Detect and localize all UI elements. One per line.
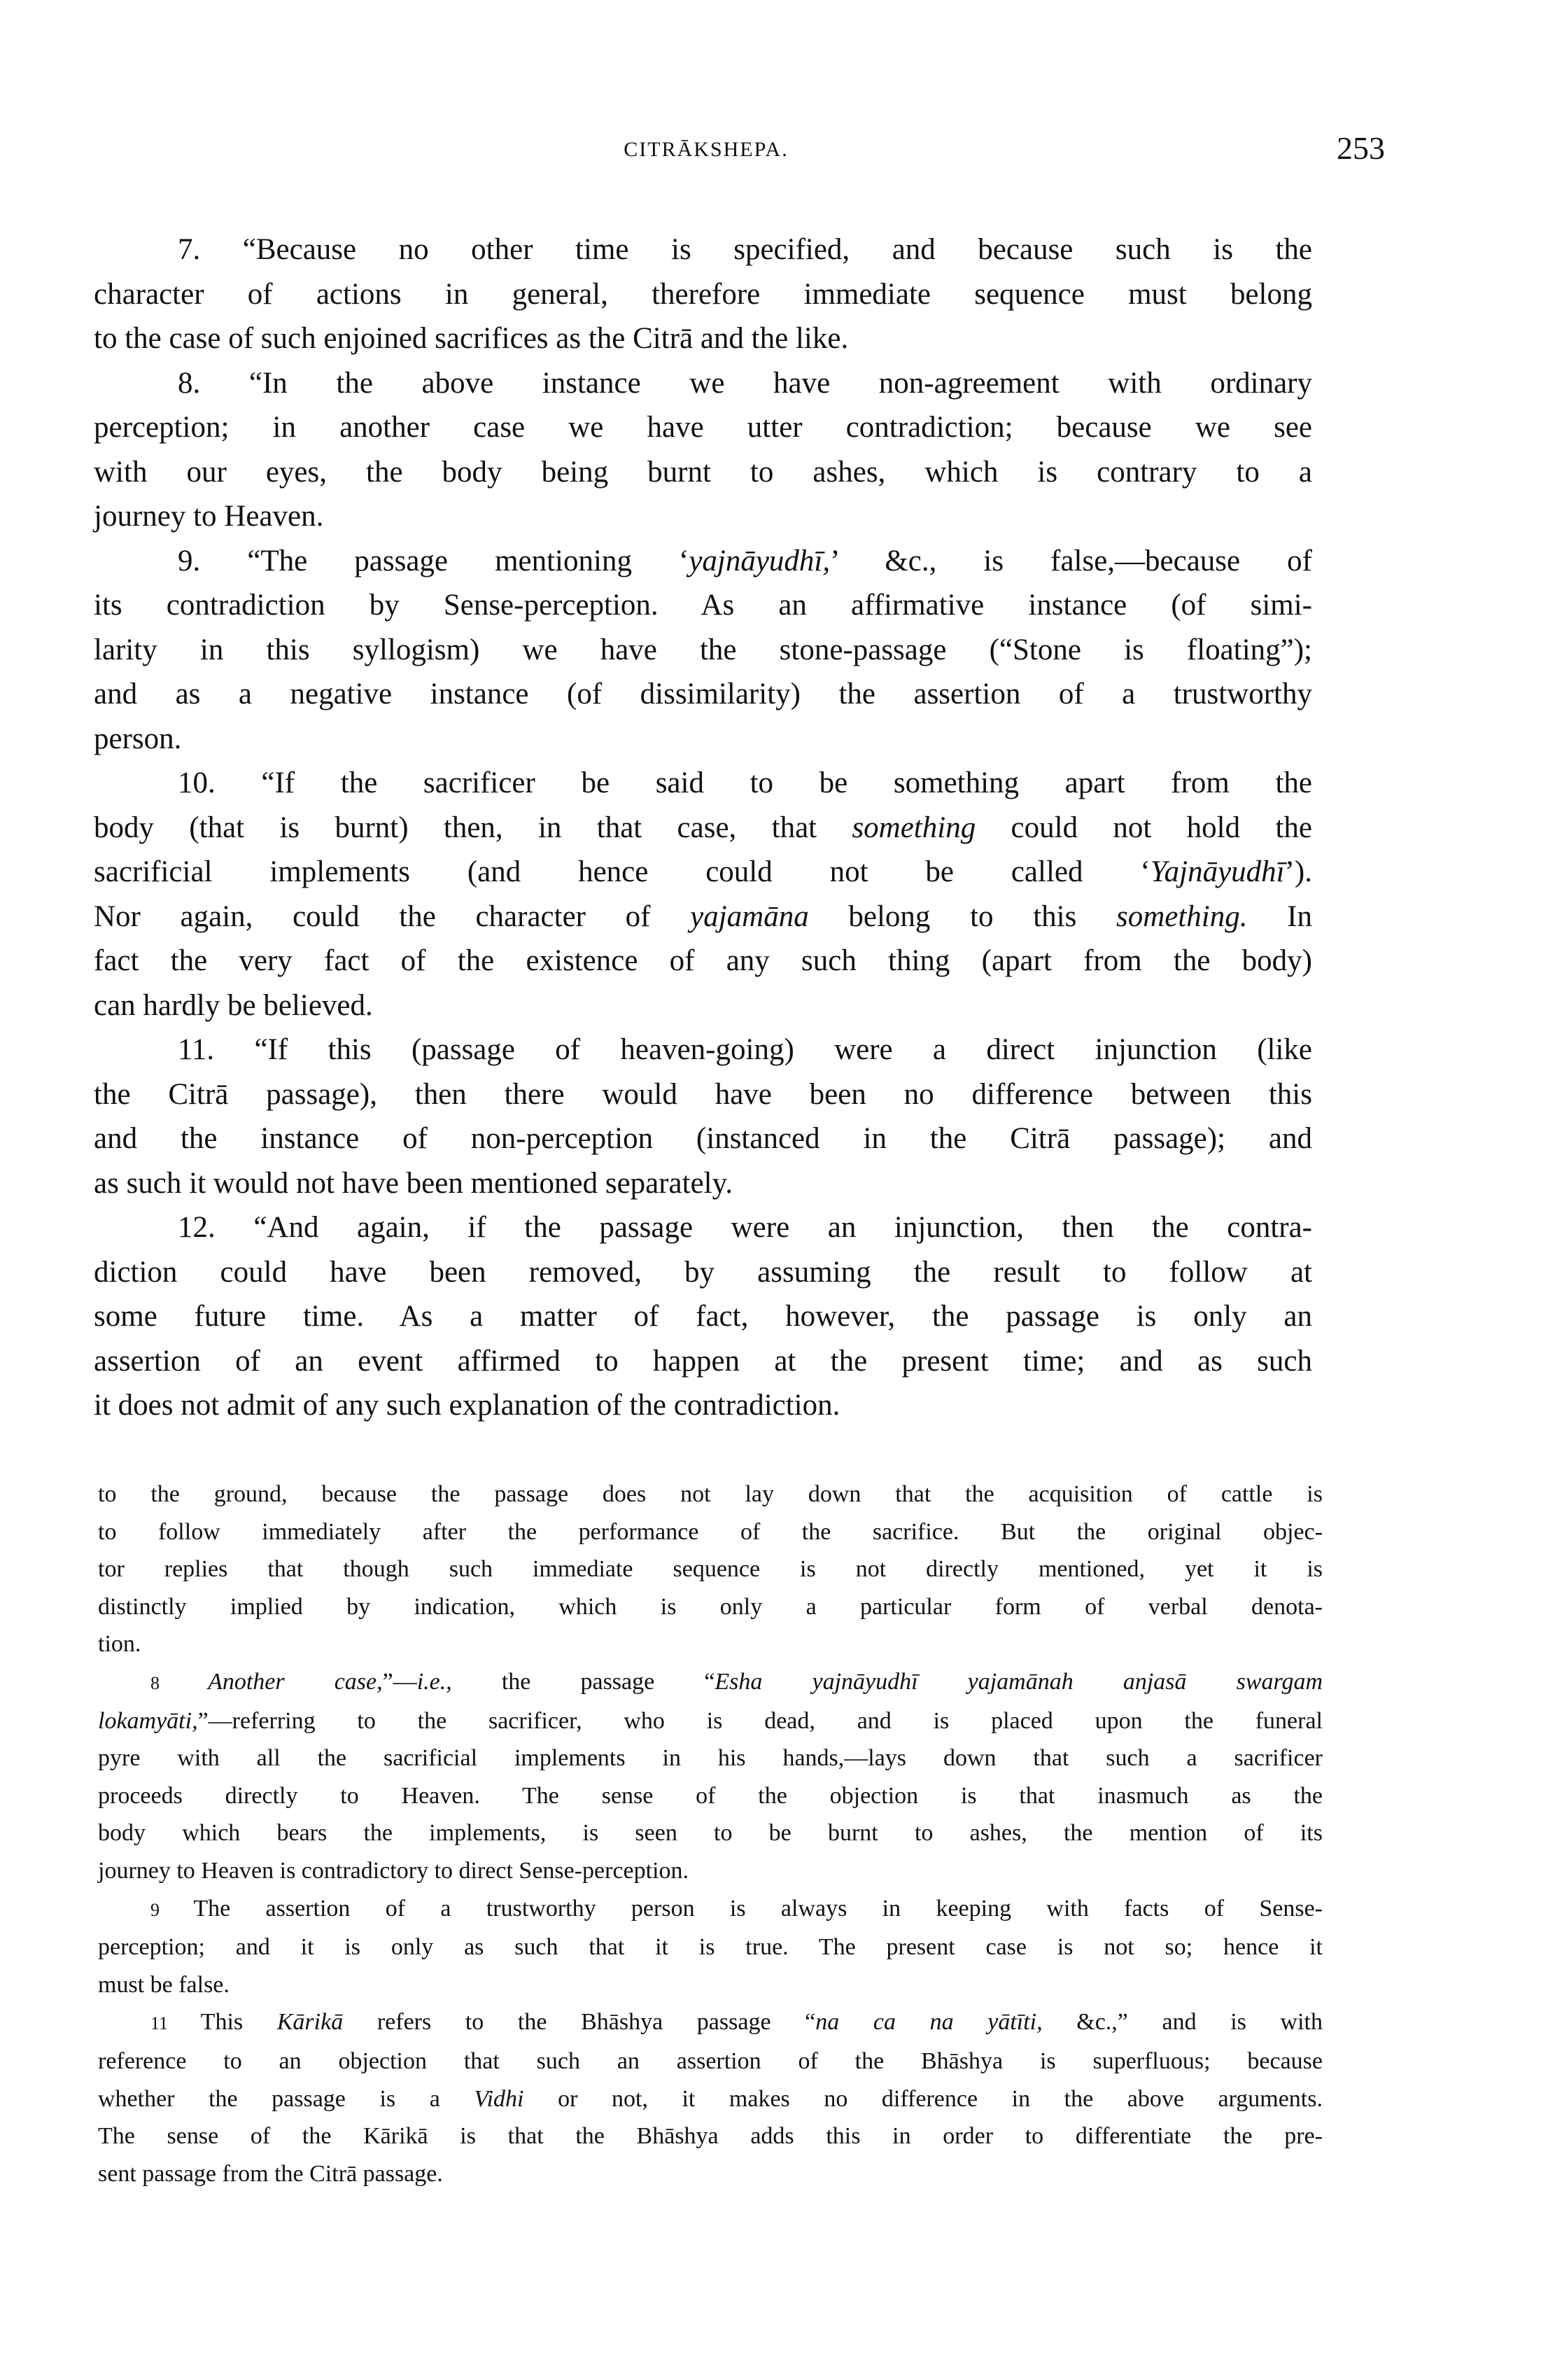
text-line: [94, 1383, 1312, 1428]
text-segment: some future time. As a matter of fact, however, the passage is only an: [94, 1300, 1312, 1333]
text-line: [94, 1072, 1312, 1117]
text-line: [98, 2003, 1323, 2043]
text-line: [98, 2080, 1323, 2118]
text-segment: ’).: [1284, 855, 1312, 888]
paragraph-number: 7.: [178, 233, 243, 266]
text-segment: distinctly implied by indication, which is only a particular form of verbal denota-: [98, 1593, 1323, 1620]
italic-segment: lokamyāti,: [98, 1707, 198, 1734]
paragraph-number: 9.: [178, 544, 248, 578]
paragraph: [94, 1028, 1312, 1205]
text-segment: whether the passage is a: [98, 2085, 474, 2112]
text-line: [94, 672, 1312, 717]
text-line: [94, 806, 1312, 850]
text-line: [94, 761, 1312, 806]
text-segment: must be false.: [98, 1971, 230, 1998]
text-line: [98, 1928, 1323, 1966]
text-line: [94, 1205, 1312, 1250]
italic-segment: Another case,: [208, 1668, 383, 1695]
text-segment: “In the above instance we have non-agreement with ordinary: [248, 366, 1312, 400]
text-line: [94, 939, 1312, 983]
paragraph: [94, 539, 1312, 762]
text-line: [94, 628, 1312, 673]
text-segment: ”—: [382, 1668, 417, 1695]
text-line: [94, 450, 1312, 495]
text-segment: and the instance of non-perception (instanced in the Citrā passage); and: [94, 1122, 1312, 1155]
text-line: [98, 1476, 1323, 1513]
text-segment: body (that is burnt) then, in that case, that: [94, 811, 852, 844]
text-line: [98, 2155, 1323, 2193]
text-segment: can hardly be believed.: [94, 988, 373, 1022]
paragraph-number: 8.: [178, 366, 249, 400]
text-line: [94, 583, 1312, 628]
text-segment: proceeds directly to Heaven. The sense of the objection is that inasmuch as the: [98, 1782, 1323, 1809]
text-segment: to the ground, because the passage does not lay down that the acquisition of cattle is: [98, 1481, 1323, 1507]
footnote: [98, 1890, 1323, 2004]
text-line: [98, 1625, 1323, 1663]
paragraph: [94, 1205, 1312, 1428]
text-segment: The sense of the Kārikā is that the Bhāshya adds this in order to differentiate the pre-: [98, 2123, 1323, 2150]
text-line: [98, 1890, 1323, 1929]
text-segment: tor replies that though such immediate sequence is not directly mentioned, yet it is: [98, 1556, 1323, 1583]
text-segment: journey to Heaven.: [94, 500, 324, 533]
text-segment: reference to an objection that such an assertion of the Bhāshya is superfluous; because: [98, 2047, 1323, 2074]
text-segment: perception; and it is only as such that it is true. The present case is not so; hence it: [98, 1934, 1323, 1961]
footnote-number: 9: [150, 1899, 194, 1920]
text-line: [98, 1588, 1323, 1626]
text-line: [98, 1777, 1323, 1815]
footnote: [98, 1476, 1323, 1663]
text-line: [94, 405, 1312, 450]
italic-segment: Yajnāyudhī: [1150, 855, 1285, 888]
paragraph: [94, 227, 1312, 361]
text-segment: or not, it makes no difference in the above arguments.: [523, 2085, 1323, 2112]
text-segment: it does not admit of any such explanation of the contradiction.: [94, 1389, 840, 1422]
text-line: [94, 895, 1312, 939]
text-line: [94, 1028, 1312, 1072]
text-line: [94, 1294, 1312, 1339]
text-segment: as such it would not have been mentioned separately.: [94, 1166, 733, 1200]
page-header: [94, 130, 1385, 172]
text-line: [94, 1116, 1312, 1161]
text-segment: perception; in another case we have utter contradiction; because we see: [94, 411, 1312, 444]
text-segment: the passage “: [451, 1668, 715, 1695]
text-segment: “The passage mentioning ‘: [247, 544, 689, 578]
text-segment: to follow immediately after the performance of the sacrifice. But the original objec-: [98, 1518, 1323, 1545]
text-line: [94, 539, 1312, 584]
italic-segment: something: [852, 811, 976, 844]
paragraph-number: 11.: [178, 1033, 255, 1066]
text-segment: person.: [94, 722, 182, 755]
italic-segment: yajnāyudhī,: [689, 544, 831, 578]
text-segment: could not hold the: [976, 811, 1312, 844]
text-segment: The assertion of a trustworthy person is always in keeping with facts of Sense-: [193, 1895, 1323, 1921]
text-segment: “And again, if the passage were an injunction, then the contra-: [253, 1211, 1312, 1244]
text-line: [94, 717, 1312, 762]
text-segment: sent passage from the Citrā passage.: [98, 2160, 443, 2187]
text-segment: body which bears the implements, is seen to be burnt to ashes, the mention of its: [98, 1820, 1323, 1847]
paragraph: [94, 361, 1312, 539]
text-segment: tion.: [98, 1631, 141, 1658]
text-segment: and as a negative instance (of dissimilarity) the assertion of a trustworthy: [94, 678, 1312, 710]
text-segment: refers to the Bhāshya passage “: [343, 2009, 816, 2036]
text-segment: larity in this syllogism) we have the stone-passage (“Stone is floating”);: [94, 633, 1312, 666]
footnote-number: 11: [150, 2013, 201, 2034]
italic-segment: something.: [1116, 899, 1248, 933]
text-segment: “If this (passage of heaven-going) were a direct injunction (like: [254, 1033, 1312, 1066]
page-number: 253: [1337, 130, 1385, 166]
text-line: [98, 1702, 1323, 1740]
italic-segment: i.e.,: [416, 1668, 452, 1695]
text-line: [94, 227, 1312, 272]
text-segment: ”—referring to the sacrificer, who is dead, and is placed upon the funeral: [197, 1707, 1323, 1734]
italic-segment: na ca na yātīti,: [815, 2009, 1043, 2036]
italic-segment: Esha yajnāyudhī yajamānah anjasā swargam: [715, 1668, 1323, 1695]
italic-segment: Vidhi: [474, 2085, 524, 2112]
text-line: [98, 1513, 1323, 1551]
text-segment: sacrificial implements (and hence could not be called ‘: [94, 855, 1151, 888]
paragraph-number: 10.: [178, 766, 262, 799]
italic-segment: Kārikā: [276, 2009, 344, 2036]
footnote: [98, 2003, 1323, 2192]
text-segment: journey to Heaven is contradictory to direct Sense-perception.: [98, 1857, 689, 1884]
text-segment: character of actions in general, therefore immediate sequence must belong: [94, 277, 1312, 311]
text-segment: “If the sacrificer be said to be something apart from the: [261, 766, 1312, 799]
footnote: [98, 1663, 1323, 1890]
text-segment: fact the very fact of the existence of any such thing (apart from the body): [94, 944, 1312, 977]
text-line: [98, 1740, 1323, 1777]
italic-segment: yajamāna: [690, 899, 809, 933]
text-segment: “Because no other time is specified, and because such is the: [242, 233, 1312, 266]
text-line: [94, 850, 1312, 895]
footnote-number: 8: [150, 1672, 209, 1693]
text-segment: to the case of such enjoined sacrifices as the Citrā and the like.: [94, 322, 849, 355]
text-segment: This: [200, 2009, 277, 2036]
text-segment: Nor again, could the character of: [94, 899, 691, 933]
paragraph: [94, 761, 1312, 1028]
text-segment: diction could have been removed, by assuming the result to follow at: [94, 1255, 1312, 1289]
running-title: CITRĀKSHEPA.: [624, 138, 789, 161]
text-line: [98, 1852, 1323, 1890]
text-line: [94, 272, 1312, 317]
text-line: [98, 1966, 1323, 2004]
text-line: [94, 983, 1312, 1028]
text-segment: pyre with all the sacrificial implements in his hands,—lays down that such a sacrificer: [98, 1745, 1323, 1772]
text-segment: &c.,” and is with: [1042, 2009, 1323, 2036]
text-line: [98, 2043, 1323, 2080]
text-line: [94, 1339, 1312, 1384]
text-segment: In: [1247, 899, 1312, 933]
main-text: [94, 227, 1312, 1428]
text-segment: with our eyes, the body being burnt to ashes, which is contrary to a: [94, 455, 1312, 489]
text-line: [98, 2118, 1323, 2155]
text-line: [94, 1161, 1312, 1206]
text-segment: the Citrā passage), then there would have been no difference between this: [94, 1077, 1312, 1111]
text-segment: assertion of an event affirmed to happen at the present time; and as such: [94, 1344, 1312, 1378]
text-segment: belong to this: [808, 899, 1116, 933]
text-segment: its contradiction by Sense-perception. As an affirmative instance (of simi-: [94, 589, 1312, 622]
text-line: [98, 1814, 1323, 1852]
text-line: [94, 316, 1312, 361]
text-line: [94, 494, 1312, 539]
text-line: [94, 361, 1312, 406]
paragraph-number: 12.: [178, 1211, 254, 1244]
text-segment: ’ &c., is false,—because of: [830, 544, 1312, 578]
text-line: [98, 1663, 1323, 1702]
text-line: [94, 1250, 1312, 1295]
text-line: [98, 1550, 1323, 1588]
footnotes: [98, 1476, 1323, 2192]
